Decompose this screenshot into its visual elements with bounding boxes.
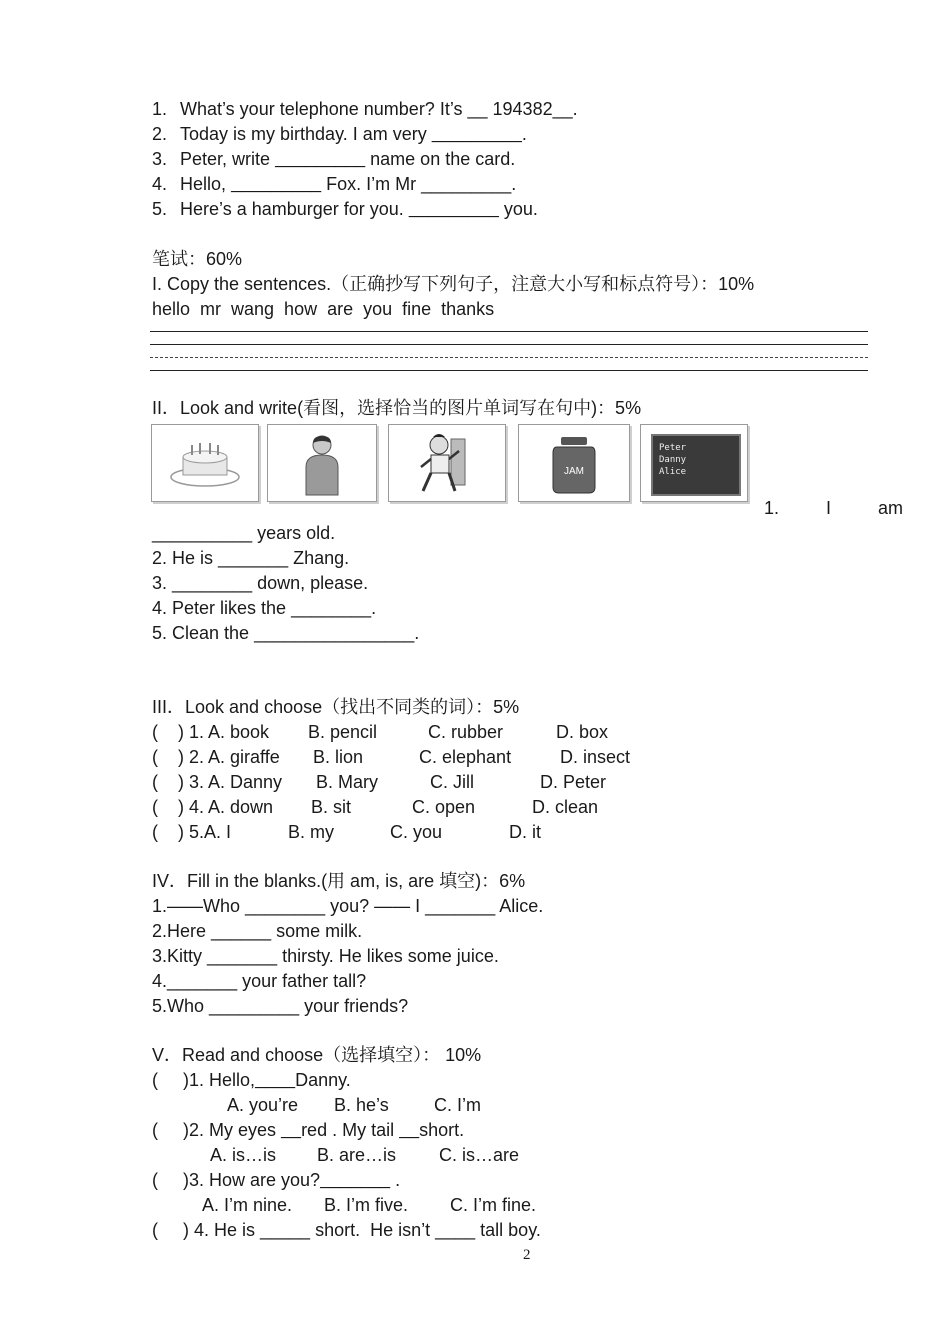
fill-item: 2.Here ______ some milk. bbox=[152, 921, 363, 941]
fill-item: 1.——Who ________ you? —— I _______ Alice. bbox=[152, 896, 544, 916]
q1-options: A. you’re B. he’s C. I’m bbox=[227, 1095, 481, 1115]
choice-row: ( ) 1. A. book B. pencil C. rubber D. box bbox=[152, 722, 609, 742]
man-icon bbox=[267, 424, 377, 502]
oral-item: 2. Today is my birthday. I am very _________. bbox=[152, 124, 527, 144]
choice-row: ( ) 3. A. Danny B. Mary C. Jill D. Peter bbox=[152, 772, 607, 792]
oral-item: 3. Peter, write _________ name on the card. bbox=[152, 149, 516, 169]
q3-options: A. I’m nine. B. I’m five. C. I’m fine. bbox=[202, 1195, 537, 1215]
fill-item: 5.Who _________ your friends? bbox=[152, 996, 409, 1016]
oral-item: 5. Here’s a hamburger for you. _________ you. bbox=[152, 199, 538, 219]
q2-options: A. is…is B. are…is C. is…are bbox=[210, 1145, 520, 1165]
oral-item: 1. What’s your telephone number? It’s __ 194382__. bbox=[152, 99, 578, 119]
section1-text: hello mr wang how are you fine thanks bbox=[152, 299, 495, 319]
s2-q1-cont: __________ years old. bbox=[152, 523, 336, 543]
s2-q1-num: 1. bbox=[764, 498, 780, 518]
board-name: Peter bbox=[659, 443, 687, 453]
writing-line bbox=[150, 344, 868, 345]
s2-item: 4. Peter likes the ________. bbox=[152, 598, 377, 618]
read-choose-q2: ( )2. My eyes __red . My tail __short. bbox=[152, 1120, 465, 1140]
oral-item: 4. Hello, _________ Fox. I’m Mr _________. bbox=[152, 174, 517, 194]
section5-title: V．Read and choose（选择填空）： 10% bbox=[152, 1045, 482, 1065]
read-choose-q3: ( )3. How are you?_______ . bbox=[152, 1170, 401, 1190]
writing-line-dashed bbox=[150, 357, 868, 358]
writing-line bbox=[150, 370, 868, 371]
board-name: Danny bbox=[659, 455, 687, 465]
jam-jar-icon bbox=[518, 424, 630, 502]
section1-title: I. Copy the sentences.（正确抄写下列句子，注意大小写和标点符号）：10% bbox=[152, 274, 755, 294]
blackboard-icon bbox=[640, 424, 748, 502]
birthday-cake-icon bbox=[151, 424, 259, 502]
board-name: Alice bbox=[659, 467, 687, 477]
read-choose-q4: ( ) 4. He is _____ short. He isn’t ____ tall boy. bbox=[152, 1220, 541, 1240]
choice-row: ( ) 2. A. giraffe B. lion C. elephant D. insect bbox=[152, 747, 631, 767]
written-header: 笔试：60% bbox=[152, 249, 243, 269]
section4-title: IV．Fill in the blanks.(用 am, is, are 填空)：6% bbox=[152, 871, 526, 891]
fill-item: 3.Kitty _______ thirsty. He likes some juice. bbox=[152, 946, 499, 966]
choice-row: ( ) 4. A. down B. sit C. open D. clean bbox=[152, 797, 599, 817]
boy-sitting-icon bbox=[388, 424, 506, 502]
s2-q1-word: am bbox=[878, 498, 904, 518]
read-choose-q1: ( )1. Hello,____Danny. bbox=[152, 1070, 351, 1090]
section3-title: III．Look and choose（找出不同类的词）：5% bbox=[152, 697, 520, 717]
section2-title: II．Look and write(看图，选择恰当的图片单词写在句中)：5% bbox=[152, 398, 642, 418]
choice-row: ( ) 5.A. I B. my C. you D. it bbox=[152, 822, 542, 842]
jam-label: JAM bbox=[564, 466, 584, 477]
s2-item: 5. Clean the ________________. bbox=[152, 623, 420, 643]
s2-item: 3. ________ down, please. bbox=[152, 573, 369, 593]
s2-q1-word: I bbox=[826, 498, 832, 518]
s2-item: 2. He is _______ Zhang. bbox=[152, 548, 350, 568]
writing-line bbox=[150, 331, 868, 332]
page-number: 2 bbox=[523, 1247, 531, 1263]
fill-item: 4._______ your father tall? bbox=[152, 971, 367, 991]
